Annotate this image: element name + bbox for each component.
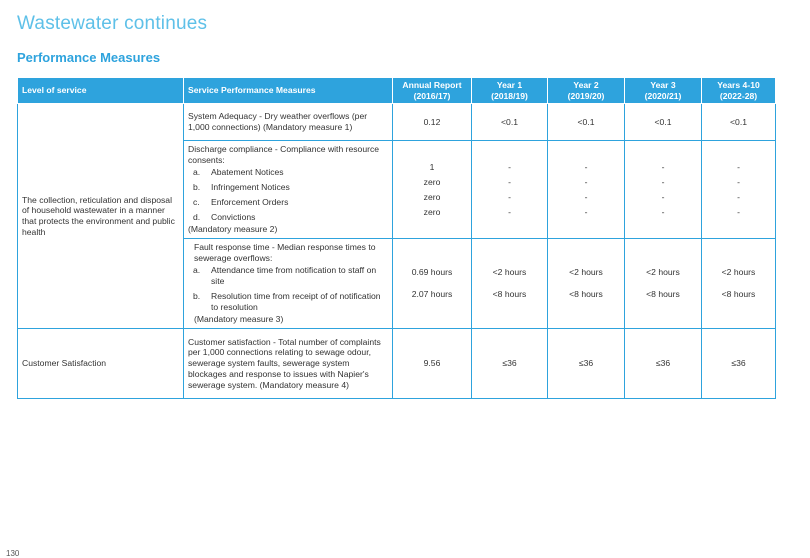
value: - bbox=[737, 161, 740, 172]
measure-cell: System Adequacy - Dry weather overflows (per 1,000 connections) (Mandatory measure 1) bbox=[184, 104, 393, 141]
value: - bbox=[737, 176, 740, 187]
value: - bbox=[661, 176, 665, 187]
sub-measure-list bbox=[188, 165, 388, 224]
value-cell: ≤36 bbox=[702, 329, 776, 399]
value: - bbox=[737, 206, 740, 217]
list-item bbox=[188, 165, 388, 180]
value-cell bbox=[702, 141, 776, 239]
value-cell bbox=[472, 239, 548, 329]
table-header-row bbox=[18, 78, 776, 104]
column-header-year-1-period: (2018/19) bbox=[491, 90, 528, 101]
list-item-text: Attendance time from notification to staff on site bbox=[211, 265, 377, 287]
list-item bbox=[188, 210, 388, 225]
value-cell bbox=[548, 239, 625, 329]
column-header-year-3 bbox=[625, 78, 702, 104]
list-item-letter: a. bbox=[193, 265, 201, 276]
value: 1 bbox=[429, 161, 435, 172]
value-cell: ≤36 bbox=[625, 329, 702, 399]
measure-intro: Fault response time - Median response times to sewerage overflows: bbox=[194, 241, 376, 263]
value: <8 hours bbox=[569, 289, 603, 299]
list-item bbox=[188, 289, 388, 314]
column-header-year-3-period: (2020/21) bbox=[644, 90, 682, 101]
value-cell bbox=[472, 141, 548, 239]
performance-measures-table bbox=[17, 77, 776, 399]
measure-cell bbox=[184, 141, 393, 239]
value: - bbox=[508, 161, 511, 172]
value: - bbox=[661, 191, 665, 202]
measure-cell: Customer satisfaction - Total number of complaints per 1,000 connections relating to sewage odour, sewerage system faults, sewerage system blockages and response to issues with Napier's sewerage system. (Mandatory measure 4) bbox=[184, 329, 393, 399]
column-header-years-4-10-label: Years 4-10 bbox=[717, 79, 760, 90]
section-heading: Performance Measures bbox=[17, 50, 161, 65]
value-cell: ≤36 bbox=[472, 329, 548, 399]
page-title: Wastewater continues bbox=[17, 13, 208, 34]
list-item-letter: c. bbox=[193, 196, 200, 207]
value: - bbox=[508, 176, 511, 187]
column-header-level-of-service: Level of service bbox=[18, 78, 184, 104]
measure-footer: (Mandatory measure 3) bbox=[194, 314, 284, 325]
value-cell bbox=[548, 141, 625, 239]
column-header-year-1 bbox=[472, 78, 548, 104]
table-row bbox=[18, 104, 776, 141]
value: 2.07 hours bbox=[411, 289, 453, 299]
value: - bbox=[584, 206, 588, 217]
list-item-text: Infringement Notices bbox=[211, 182, 290, 193]
column-header-annual-period: (2016/17) bbox=[413, 90, 451, 101]
value: - bbox=[584, 191, 588, 202]
table-row bbox=[18, 329, 776, 399]
list-item bbox=[188, 263, 388, 288]
value-cell: <0.1 bbox=[702, 104, 776, 141]
column-header-year-2-period: (2019/20) bbox=[567, 90, 605, 101]
page-number: 130 bbox=[6, 549, 20, 558]
value: <8 hours bbox=[721, 289, 756, 299]
value: - bbox=[508, 191, 511, 202]
value-cell: ≤36 bbox=[548, 329, 625, 399]
value: - bbox=[584, 161, 588, 172]
value: zero bbox=[423, 206, 441, 217]
column-header-years-4-10 bbox=[702, 78, 776, 104]
list-item-letter: a. bbox=[193, 167, 201, 178]
column-header-year-2-label: Year 2 bbox=[573, 79, 599, 90]
measure-intro: Discharge compliance - Compliance with resource consents: bbox=[188, 143, 380, 165]
list-item-letter: b. bbox=[193, 290, 201, 301]
column-header-year-3-label: Year 3 bbox=[650, 79, 676, 90]
value-cell bbox=[625, 239, 702, 329]
value: <2 hours bbox=[569, 267, 603, 278]
column-header-annual-report bbox=[393, 78, 472, 104]
value: - bbox=[508, 206, 511, 217]
value-cell: 0.12 bbox=[393, 104, 472, 141]
value-cell: <0.1 bbox=[548, 104, 625, 141]
value: <8 hours bbox=[646, 289, 680, 299]
value-cell bbox=[625, 141, 702, 239]
list-item-text: Resolution time from receipt of of notification to resolution bbox=[211, 290, 381, 312]
sub-measure-list bbox=[188, 263, 388, 314]
column-header-measures: Service Performance Measures bbox=[184, 78, 393, 104]
column-header-year-2 bbox=[548, 78, 625, 104]
column-header-annual-label: Annual Report bbox=[402, 79, 462, 90]
measure-footer: (Mandatory measure 2) bbox=[188, 224, 278, 235]
list-item bbox=[188, 180, 388, 195]
value-cell bbox=[702, 239, 776, 329]
value: 0.69 hours bbox=[411, 267, 453, 278]
value: <8 hours bbox=[492, 289, 527, 299]
value: <2 hours bbox=[721, 267, 756, 278]
column-header-year-1-label: Year 1 bbox=[496, 79, 523, 90]
value: - bbox=[661, 206, 665, 217]
value-cell: <0.1 bbox=[472, 104, 548, 141]
value: <2 hours bbox=[646, 267, 680, 278]
value-cell: <0.1 bbox=[625, 104, 702, 141]
level-of-service-cell: Customer Satisfaction bbox=[18, 329, 184, 399]
list-item-text: Convictions bbox=[211, 211, 256, 222]
value: - bbox=[661, 161, 665, 172]
list-item-text: Abatement Notices bbox=[211, 167, 284, 178]
list-item-letter: d. bbox=[193, 211, 201, 222]
value-cell bbox=[393, 239, 472, 329]
list-item-text: Enforcement Orders bbox=[211, 196, 289, 207]
value-cell: 9.56 bbox=[393, 329, 472, 399]
value: zero bbox=[423, 176, 441, 187]
value: - bbox=[737, 191, 740, 202]
list-item bbox=[188, 195, 388, 210]
value: zero bbox=[423, 191, 441, 202]
list-item-letter: b. bbox=[193, 182, 201, 193]
value: <2 hours bbox=[492, 267, 527, 278]
measure-cell bbox=[184, 239, 393, 329]
value: - bbox=[584, 176, 588, 187]
column-header-years-4-10-period: (2022-28) bbox=[719, 90, 758, 101]
value-cell bbox=[393, 141, 472, 239]
level-of-service-cell: The collection, reticulation and disposal of household wastewater in a manner that protects the environment and public health bbox=[18, 104, 184, 329]
